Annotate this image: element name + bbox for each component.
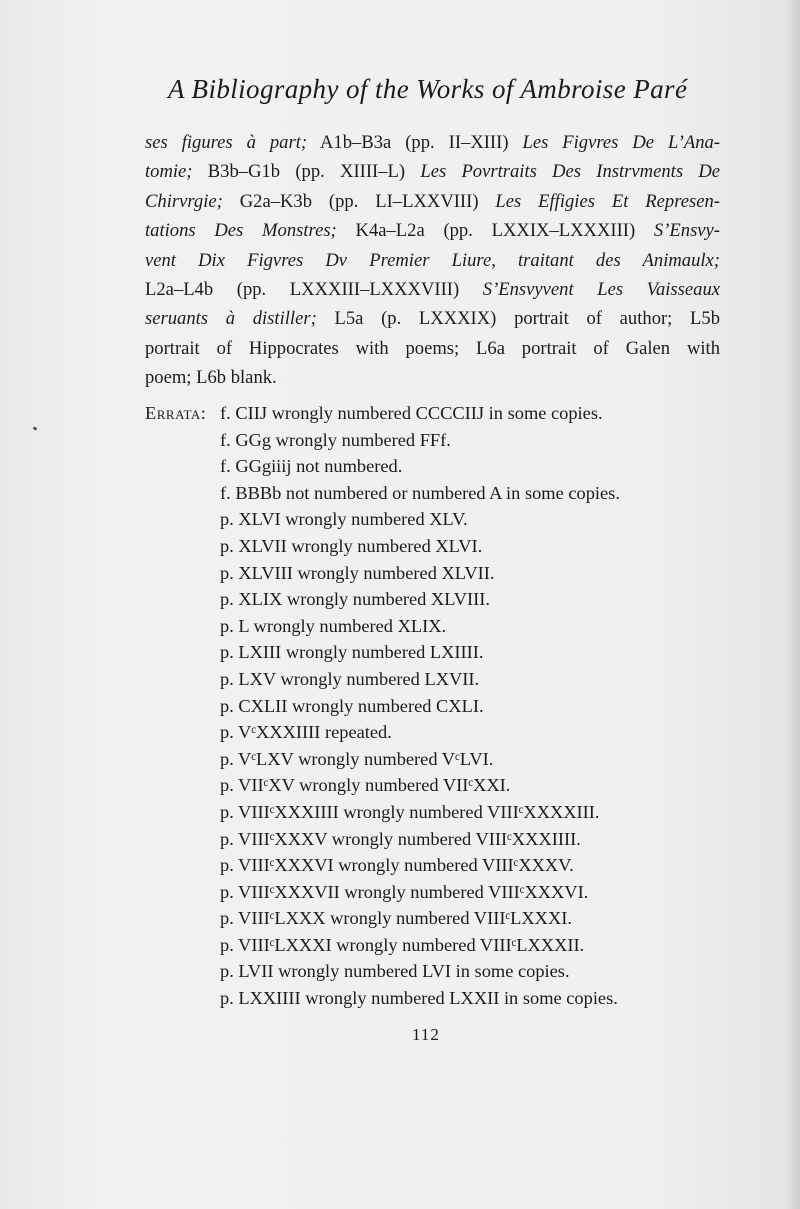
errata-indent (145, 826, 220, 853)
errata-entry (145, 799, 735, 826)
errata-indent (145, 427, 220, 454)
errata-indent (145, 639, 220, 666)
text-segment: K4a–L2a (pp. LXXIX–LXXXIII) (336, 220, 654, 242)
errata-entry-text: p. VᶜXXXIIII repeated. (220, 722, 392, 743)
errata-entry (145, 905, 735, 932)
errata-entry-text: p. VIIIᶜXXXVII wrongly numbered VIIIᶜXXXVI. (220, 881, 589, 902)
errata-entry (145, 480, 735, 507)
paragraph-line (145, 246, 720, 275)
errata-entry-text: f. CIIJ wrongly numbered CCCCIIJ in some copies. (220, 403, 603, 423)
text-segment: B3b–G1b (pp. XIIII–L) (192, 161, 421, 183)
errata-entry (145, 639, 735, 666)
errata-indent (145, 772, 220, 799)
text-segment: portrait of Hippocrates with poems; L6a portrait of Galen with (145, 337, 720, 359)
errata-entry (145, 400, 735, 427)
italic-title-segment: Les Figvres De L’Ana- (522, 132, 720, 153)
errata-entry (145, 746, 735, 773)
errata-indent (145, 746, 220, 773)
errata-entry (145, 719, 735, 746)
errata-entry-text: f. BBBb not numbered or numbered A in some copies. (220, 482, 620, 503)
errata-entry-text: p. LXV wrongly numbered LXVII. (220, 668, 480, 689)
italic-title-segment: tations Des Monstres; (145, 220, 337, 242)
errata-entry-text: p. VIIIᶜLXXXI wrongly numbered VIIIᶜLXXXII. (220, 934, 585, 955)
paragraph-line (145, 363, 720, 392)
paragraph-line (145, 216, 720, 245)
errata-entry-text: p. LXXIIII wrongly numbered LXXII in some copies. (220, 988, 618, 1009)
errata-label: Errata: (145, 403, 207, 423)
errata-indent (145, 506, 220, 533)
body-paragraph (145, 128, 720, 393)
errata-indent (145, 905, 220, 932)
errata-indent (145, 985, 220, 1012)
paragraph-line (145, 157, 720, 186)
errata-entry-text: p. LVII wrongly numbered LVI in some copies. (220, 961, 570, 982)
italic-title-segment: ses figures à part; (145, 132, 308, 153)
text-segment: L2a–L4b (pp. LXXXIII–LXXXVIII) (145, 279, 483, 301)
errata-indent (145, 693, 220, 720)
errata-entry (145, 533, 735, 560)
paragraph-line (145, 187, 720, 216)
errata-indent (145, 719, 220, 746)
errata-entry (145, 826, 735, 853)
errata-indent (145, 560, 220, 587)
paragraph-line (145, 304, 720, 333)
text-segment: G2a–K3b (pp. LI–LXXVIII) (222, 190, 496, 212)
errata-entry-text: p. CXLII wrongly numbered CXLI. (220, 695, 484, 716)
page-edge-shadow (786, 0, 800, 1209)
errata-entry-text: p. VIIIᶜXXXVI wrongly numbered VIIIᶜXXXV. (220, 855, 574, 876)
errata-entry-text: f. GGg wrongly numbered FFf. (220, 429, 451, 450)
errata-entry-text: p. XLVII wrongly numbered XLVI. (220, 535, 483, 556)
errata-entry (145, 586, 735, 613)
text-segment: L5a (p. LXXXIX) portrait of author; L5b (316, 308, 721, 330)
errata-entry-text: f. GGgiiij not numbered. (220, 456, 403, 477)
errata-indent (145, 799, 220, 826)
errata-entry-text: p. XLVI wrongly numbered XLV. (220, 509, 468, 530)
errata-entry-text: p. L wrongly numbered XLIX. (220, 615, 447, 636)
errata-entry (145, 453, 735, 480)
errata-entry (145, 958, 735, 985)
margin-speck (33, 426, 38, 431)
italic-title-segment: Chirvrgie; (145, 190, 223, 212)
text-segment: poem; L6b blank. (145, 367, 277, 389)
page-number: 112 (412, 1025, 440, 1044)
paragraph-line (145, 275, 720, 304)
errata-entry (145, 879, 735, 906)
italic-title-segment: S’Ensvyvent Les Vaisseaux (482, 279, 720, 301)
paragraph-line (145, 334, 720, 363)
errata-entry (145, 427, 735, 454)
errata-indent (145, 958, 220, 985)
errata-indent (145, 932, 220, 959)
errata-entry (145, 560, 735, 587)
errata-indent (145, 533, 220, 560)
errata-entry-text: p. VIIᶜXV wrongly numbered VIIᶜXXI. (220, 775, 511, 796)
italic-title-segment: seruants à distiller; (145, 308, 317, 330)
errata-entry-text: p. VIIIᶜXXXIIII wrongly numbered VIIIᶜXXXXIII. (220, 801, 600, 822)
errata-entry-text: p. LXIII wrongly numbered LXIIII. (220, 642, 484, 663)
errata-entry (145, 613, 735, 640)
italic-title-segment: Les Povrtraits Des Instrvments De (420, 161, 720, 183)
errata-indent (145, 666, 220, 693)
italic-title-segment: tomie; (145, 161, 193, 183)
running-head: A Bibliography of the Works of Ambroise Paré (168, 74, 688, 104)
errata-entry-text: p. VᶜLXV wrongly numbered VᶜLVI. (220, 748, 494, 769)
errata-entry (145, 506, 735, 533)
paragraph-line (145, 128, 720, 157)
errata-entry (145, 852, 735, 879)
errata-entry-text: p. XLVIII wrongly numbered XLVII. (220, 562, 495, 583)
errata-entry-text: p. VIIIᶜLXXX wrongly numbered VIIIᶜLXXXI. (220, 908, 572, 929)
errata-list (145, 400, 735, 1012)
text-segment: A1b–B3a (pp. II–XIII) (307, 132, 523, 153)
italic-title-segment: vent Dix Figvres Dv Premier Liure, traitant des Animaulx; (145, 249, 720, 271)
errata-entry (145, 666, 735, 693)
errata-indent (145, 586, 220, 613)
errata-indent (145, 613, 220, 640)
errata-entry (145, 772, 735, 799)
errata-indent (145, 453, 220, 480)
errata-entry (145, 932, 735, 959)
errata-entry (145, 693, 735, 720)
errata-indent (145, 879, 220, 906)
errata-indent (145, 480, 220, 507)
errata-entry-text: p. XLIX wrongly numbered XLVIII. (220, 589, 491, 610)
errata-entry (145, 985, 735, 1012)
errata-indent (145, 852, 220, 879)
italic-title-segment: S’Ensvy- (653, 220, 720, 242)
italic-title-segment: Les Effigies Et Represen- (495, 190, 720, 212)
errata-entry-text: p. VIIIᶜXXXV wrongly numbered VIIIᶜXXXIIII. (220, 828, 581, 849)
